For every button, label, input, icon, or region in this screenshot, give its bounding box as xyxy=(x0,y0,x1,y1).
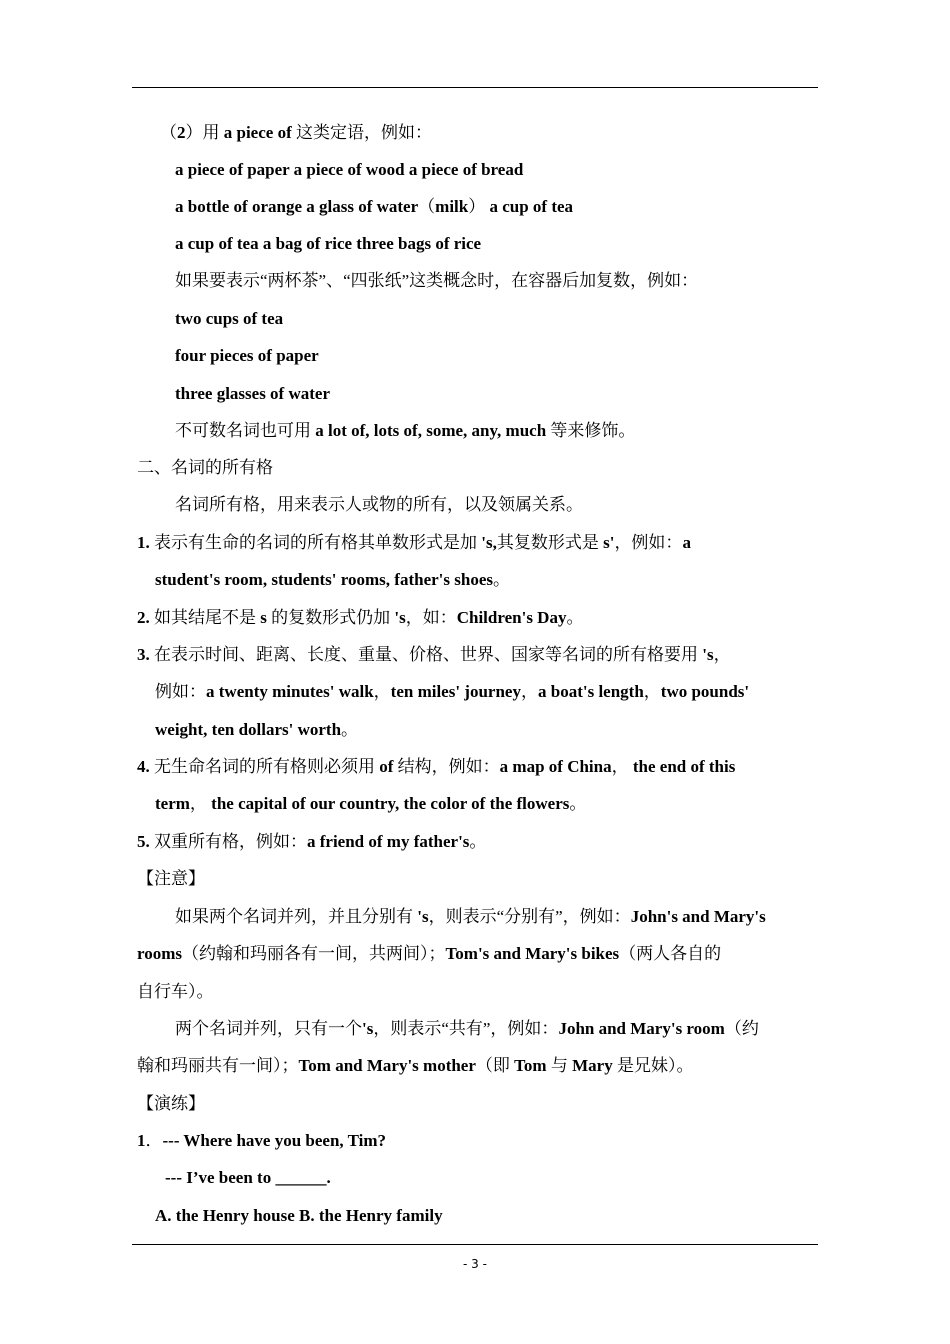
bold-run: a map of China xyxy=(499,757,612,776)
bold-run: 's xyxy=(362,1019,374,1038)
rule-item-2 xyxy=(137,607,583,629)
text-run: 。 xyxy=(569,794,587,813)
question-1-options xyxy=(155,1205,443,1227)
text-run: 例如： xyxy=(155,682,206,701)
bold-run: 's xyxy=(394,608,406,627)
bold-run: ten miles' journey xyxy=(390,682,521,701)
text-run: 。 xyxy=(492,570,510,589)
note-text xyxy=(175,1018,759,1040)
text-run: ，则表示“分别有”，例如： xyxy=(428,907,631,926)
text-run: ， xyxy=(713,645,731,664)
example-line xyxy=(175,159,523,181)
text-run: ． xyxy=(145,1131,163,1150)
bold-run: a boat's length xyxy=(537,682,644,701)
bold-run: Tom xyxy=(514,1056,547,1075)
text-run: 名词所有格，用来表示人或物的所有，以及领属关系。 xyxy=(175,495,583,514)
example-line xyxy=(175,383,330,405)
text-run: ，则表示“共有”，例如： xyxy=(373,1019,559,1038)
text-run: 的复数形式仍加 xyxy=(266,608,395,627)
bold-run: John's and Mary's xyxy=(630,907,766,926)
bold-run: 's xyxy=(417,907,429,926)
header-rule xyxy=(132,87,818,88)
text-run: 表示有生命的名词的所有格其单数形式是加 xyxy=(149,533,482,552)
bold-run: a cup of tea a bag of rice three bags of rice xyxy=(175,234,482,253)
bold-run: Children's Day xyxy=(456,608,567,627)
note-text xyxy=(137,1055,693,1077)
bold-run: two cups of tea xyxy=(175,309,284,328)
bold-run: --- I’ve been to ______. xyxy=(165,1168,331,1187)
rule-item-3-cont xyxy=(155,719,358,741)
bold-run: a piece of xyxy=(223,123,292,142)
text-run: ，例如： xyxy=(614,533,683,552)
bold-run: a piece of paper a piece of wood a piece of bread xyxy=(175,160,524,179)
note-text xyxy=(137,943,721,965)
bold-run: Tom and Mary's mother xyxy=(298,1056,476,1075)
bold-run: a bottle of orange a glass of water xyxy=(175,197,419,216)
text-run: 在表示时间、距离、长度、重量、价格、世界、国家等名词的所有格要用 xyxy=(149,645,703,664)
text-run: 结构，例如： xyxy=(393,757,500,776)
text-run: （约 xyxy=(724,1019,759,1038)
text-run: 如其结尾不是 xyxy=(149,608,261,627)
text-run: （即 xyxy=(475,1056,515,1075)
rule-item-1-cont xyxy=(155,569,510,591)
bold-run: 1 xyxy=(137,1131,146,1150)
text-line xyxy=(175,494,583,516)
example-line xyxy=(175,196,573,218)
bold-run: a twenty minutes' walk xyxy=(206,682,374,701)
rule-item-4-cont xyxy=(155,793,586,815)
bold-run: milk xyxy=(435,197,469,216)
bold-run: four pieces of paper xyxy=(175,346,319,365)
bold-run: 2. xyxy=(137,608,150,627)
bold-run: 5. xyxy=(137,832,150,851)
example-line xyxy=(175,233,481,255)
text-run: （ xyxy=(418,197,436,216)
bold-run: rooms xyxy=(137,944,183,963)
text-run: （约翰和玛丽各有一间，共两间）； xyxy=(182,944,446,963)
text-run: 两个名词并列，只有一个 xyxy=(175,1019,362,1038)
bold-run: Mary xyxy=(572,1056,613,1075)
bold-run: a lot of, lots of, some, any, much xyxy=(315,421,547,440)
rule-item-1 xyxy=(137,532,691,554)
bold-run: of xyxy=(379,757,394,776)
bold-run: the capital of our country, the color of the flowers xyxy=(211,794,570,813)
rule-item-3-cont xyxy=(155,681,749,703)
text-run: 二、名词的所有格 xyxy=(137,458,273,477)
text-run: ， xyxy=(189,794,212,813)
text-run: 其复数形式是 xyxy=(496,533,604,552)
text-run: ） xyxy=(468,197,490,216)
text-run: ， xyxy=(373,682,391,701)
bold-run: s xyxy=(260,608,267,627)
footer-rule xyxy=(132,1244,818,1245)
rule-item-4 xyxy=(137,756,735,778)
example-line xyxy=(175,345,319,367)
text-run: 不可数名词也可用 xyxy=(175,421,316,440)
bold-run: s' xyxy=(603,533,615,552)
text-run: （两人各自的 xyxy=(619,944,722,963)
text-run: ， xyxy=(520,682,538,701)
text-run: 。 xyxy=(566,608,584,627)
note-heading xyxy=(137,868,205,890)
text-run: 双重所有格，例如： xyxy=(149,832,307,851)
bold-run: a xyxy=(682,533,691,552)
text-line xyxy=(175,420,635,442)
text-run: 这类定语，例如： xyxy=(291,123,432,142)
bold-run: 2 xyxy=(177,123,186,142)
bold-run: two pounds' xyxy=(660,682,750,701)
bold-run: Tom's and Mary's bikes xyxy=(445,944,620,963)
text-run: ， xyxy=(643,682,661,701)
note-text xyxy=(175,906,766,928)
text-run: ，如： xyxy=(405,608,457,627)
rule-item-3 xyxy=(137,644,731,666)
bold-run: 3. xyxy=(137,645,150,664)
text-run: 翰和玛丽共有一间）； xyxy=(137,1056,299,1075)
text-run: 自行车）。 xyxy=(137,982,214,1001)
text-run: 【注意】 xyxy=(137,869,205,888)
text-run: 与 xyxy=(546,1056,573,1075)
text-run: 。 xyxy=(469,832,487,851)
bold-run: 's xyxy=(702,645,714,664)
question-1 xyxy=(137,1130,386,1152)
text-run: 【演练】 xyxy=(137,1094,205,1113)
practice-heading xyxy=(137,1093,205,1115)
text-line xyxy=(160,122,432,144)
section-heading xyxy=(137,457,273,479)
rule-item-5 xyxy=(137,831,486,853)
bold-run: --- Where have you been, Tim? xyxy=(162,1131,387,1150)
note-text xyxy=(137,981,214,1003)
text-line xyxy=(175,270,698,292)
bold-run: John and Mary's room xyxy=(558,1019,725,1038)
text-run: 无生命名词的所有格则必须用 xyxy=(149,757,380,776)
bold-run: a friend of my father's xyxy=(307,832,470,851)
text-run: 是兄妹）。 xyxy=(612,1056,694,1075)
text-run: ）用 xyxy=(185,123,224,142)
page-number: - 3 - xyxy=(463,1257,487,1271)
text-run: 等来修饰。 xyxy=(546,421,636,440)
bold-run: weight, ten dollars' worth xyxy=(155,720,342,739)
bold-run: term xyxy=(155,794,190,813)
bold-run: 1. xyxy=(137,533,150,552)
bold-run: a cup of tea xyxy=(489,197,574,216)
example-line xyxy=(175,308,283,330)
text-run: 如果两个名词并列，并且分别有 xyxy=(175,907,418,926)
bold-run: 4. xyxy=(137,757,150,776)
bold-run: three glasses of water xyxy=(175,384,331,403)
text-run: ， xyxy=(611,757,633,776)
bold-run: the end of this xyxy=(632,757,736,776)
text-run: 如果要表示“两杯茶”、“四张纸”这类概念时，在容器后加复数，例如： xyxy=(175,271,699,290)
bold-run: A. the Henry house B. the Henry family xyxy=(155,1206,443,1225)
question-1-answer-prompt xyxy=(165,1167,331,1189)
bold-run: 's, xyxy=(481,533,497,552)
bold-run: student's room, students' rooms, father's shoes xyxy=(155,570,493,589)
text-run: 。 xyxy=(341,720,359,739)
text-run: （ xyxy=(160,123,177,142)
